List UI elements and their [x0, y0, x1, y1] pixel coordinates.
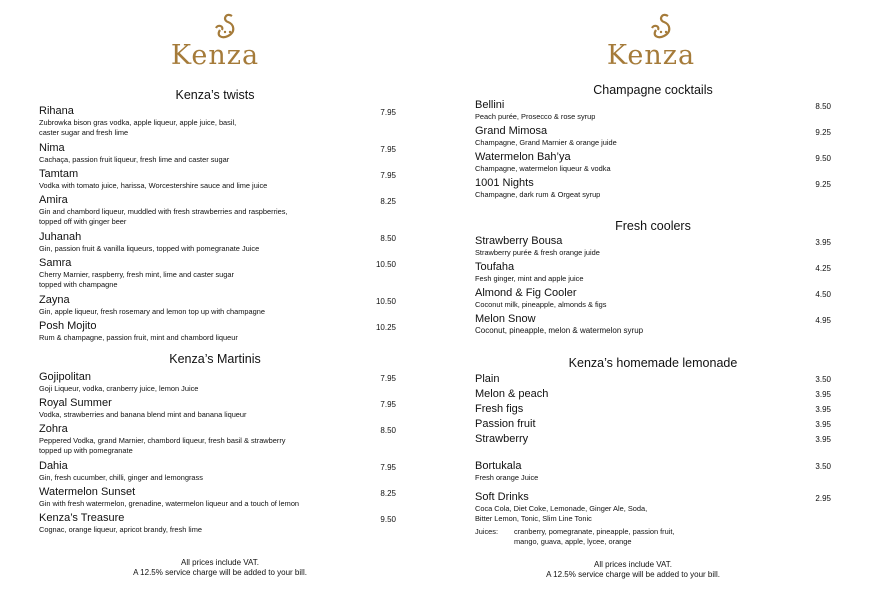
menu-item — [475, 261, 583, 284]
item-price: 4.25 — [815, 264, 831, 273]
menu-item — [475, 460, 538, 483]
item-price: 9.25 — [815, 128, 831, 137]
menu-item — [475, 177, 600, 200]
item-price: 9.25 — [815, 180, 831, 189]
item-desc: Goji Liqueur, vodka, cranberry juice, lemon Juice — [39, 384, 199, 393]
item-name: Grand Mimosa — [475, 125, 548, 137]
section-title-coolers: Fresh coolers — [615, 219, 691, 233]
footer-line: All prices include VAT. — [594, 560, 672, 569]
item-desc: Zubrowka bison gras vodka, apple liqueur, apple juice, basil, — [39, 118, 237, 127]
menu-item — [39, 105, 236, 138]
item-name: Fresh figs — [475, 403, 524, 415]
item-desc: topped up with pomegranate — [39, 446, 133, 455]
item-desc: topped off with ginger beer — [39, 217, 127, 226]
menu-item — [39, 257, 234, 290]
item-name: Bellini — [475, 99, 505, 111]
item-price: 10.50 — [375, 260, 396, 269]
menu-item — [475, 287, 606, 310]
item-price: 4.95 — [815, 316, 831, 325]
kenza-logo-text: Kenza — [606, 40, 696, 71]
menu-item — [39, 486, 299, 509]
section-title-champagne: Champagne cocktails — [593, 83, 713, 97]
menu-item — [39, 142, 229, 165]
menu-item — [475, 313, 643, 336]
menu-item — [475, 418, 536, 431]
item-price: 3.95 — [815, 390, 831, 399]
item-price: 3.95 — [815, 420, 831, 429]
item-desc: Fresh orange Juice — [475, 473, 539, 482]
item-price: 3.95 — [815, 405, 831, 414]
juices-list — [475, 527, 735, 547]
section-title-twists: Kenza’s twists — [175, 88, 255, 102]
item-name: Nima — [39, 142, 65, 154]
item-name: Soft Drinks — [475, 491, 529, 503]
menu-item — [39, 397, 247, 420]
kenza-emblem-icon — [606, 10, 696, 44]
item-price: 8.50 — [380, 426, 396, 435]
item-name: Posh Mojito — [39, 320, 97, 332]
section-title-martinis: Kenza’s Martinis — [169, 352, 261, 366]
menu-item — [39, 423, 285, 456]
item-desc: topped with champagne — [39, 280, 118, 289]
menu-item — [39, 231, 259, 254]
item-name: Tamtam — [39, 168, 79, 180]
item-desc: Cherry Marnier, raspberry, fresh mint, lime and caster sugar — [39, 270, 234, 279]
item-name: Amira — [39, 194, 68, 206]
item-price: 8.50 — [815, 102, 831, 111]
item-name: Bortukala — [475, 460, 522, 472]
item-name: Passion fruit — [475, 418, 536, 430]
item-price: 7.95 — [380, 374, 396, 383]
item-price: 7.95 — [380, 400, 396, 409]
item-price: 8.25 — [380, 197, 396, 206]
item-price: 7.95 — [380, 145, 396, 154]
menu-item — [475, 403, 523, 416]
item-price: 7.95 — [380, 171, 396, 180]
item-desc: Gin, passion fruit & vanilla liqueurs, topped with pomegranate Juice — [39, 244, 260, 253]
item-name: Strawberry — [475, 433, 529, 445]
item-desc: Cognac, orange liqueur, apricot brandy, fresh lime — [39, 525, 202, 534]
item-desc: Cachaça, passion fruit liqueur, fresh lime and caster sugar — [39, 155, 230, 164]
item-desc: Fesh ginger, mint and apple juice — [475, 274, 584, 283]
item-desc: Gin and chambord liqueur, muddled with fresh strawberries and raspberries, — [39, 207, 288, 216]
footer-note — [523, 560, 743, 580]
item-price: 4.50 — [815, 290, 831, 299]
item-price: 7.95 — [380, 108, 396, 117]
menu-item — [475, 491, 647, 524]
item-name: Almond & Fig Cooler — [475, 287, 577, 299]
item-price: 3.50 — [815, 462, 831, 471]
section-title-lemonade: Kenza’s homemade lemonade — [568, 356, 738, 370]
menu-item — [39, 320, 238, 343]
footer-note — [110, 558, 330, 578]
item-desc: Gin, fresh cucumber, chilli, ginger and lemongrass — [39, 473, 203, 482]
item-price: 8.50 — [380, 234, 396, 243]
menu-item — [39, 512, 202, 535]
item-desc: Gin, apple liqueur, fresh rosemary and lemon top up with champagne — [39, 307, 265, 316]
item-desc: Strawberry purée & fresh orange juide — [475, 248, 600, 257]
item-desc: Champagne, watermelon liqueur & vodka — [475, 164, 611, 173]
item-name: Melon & peach — [475, 388, 549, 400]
item-price: 3.95 — [815, 238, 831, 247]
item-name: Melon Snow — [475, 313, 536, 325]
item-desc: Coconut milk, pineapple, almonds & figs — [475, 300, 607, 309]
item-desc: Vodka with tomato juice, harissa, Worcestershire sauce and lime juice — [39, 181, 268, 190]
item-desc: Champagne, Grand Marnier & orange juide — [475, 138, 617, 147]
item-desc: Peppered Vodka, grand Marnier, chambord liqueur, fresh basil & strawberry — [39, 436, 286, 445]
item-desc: Coconut, pineapple, melon & watermelon syrup — [475, 326, 644, 335]
item-desc: Coca Cola, Diet Coke, Lemonade, Ginger Ale, Soda, — [475, 504, 648, 513]
menu-item — [39, 194, 288, 227]
juices-label: Juices: — [475, 527, 499, 536]
item-price: 2.95 — [815, 494, 831, 503]
item-name: Zohra — [39, 423, 68, 435]
item-price: 3.50 — [815, 375, 831, 384]
item-price: 10.25 — [375, 323, 396, 332]
menu-item — [475, 388, 548, 401]
item-name: Toufaha — [475, 261, 515, 273]
item-desc: caster sugar and fresh lime — [39, 128, 129, 137]
item-name: Strawberry Bousa — [475, 235, 563, 247]
item-name: 1001 Nights — [475, 177, 534, 189]
menu-item — [475, 235, 600, 258]
item-price: 9.50 — [815, 154, 831, 163]
item-desc: Vodka, strawberries and banana blend mint and banana liqueur — [39, 410, 247, 419]
kenza-logo — [170, 10, 260, 70]
item-name: Dahia — [39, 460, 68, 472]
item-name: Juhanah — [39, 231, 82, 243]
item-price: 3.95 — [815, 435, 831, 444]
item-name: Watermelon Sunset — [39, 486, 136, 498]
kenza-logo-text: Kenza — [170, 40, 260, 71]
footer-line: A 12.5% service charge will be added to your bill. — [546, 570, 720, 579]
juices-line: mango, guava, apple, lycee, orange — [514, 537, 632, 546]
item-name: Watermelon Bah’ya — [475, 151, 571, 163]
item-name: Zayna — [39, 294, 70, 306]
item-name: Royal Summer — [39, 397, 112, 409]
item-name: Samra — [39, 257, 72, 269]
footer-line: A 12.5% service charge will be added to your bill. — [133, 568, 307, 577]
menu-item — [475, 373, 499, 386]
menu-item — [475, 99, 595, 122]
item-price: 8.25 — [380, 489, 396, 498]
menu-item — [39, 168, 267, 191]
item-desc: Peach purée, Prosecco & rose syrup — [475, 112, 596, 121]
item-desc: Bitter Lemon, Tonic, Slim Line Tonic — [475, 514, 592, 523]
item-name: Gojipolitan — [39, 371, 91, 383]
menu-item — [39, 294, 265, 317]
menu-item — [475, 433, 528, 446]
item-price: 10.50 — [375, 297, 396, 306]
menu-item — [39, 371, 198, 394]
item-desc: Rum & champagne, passion fruit, mint and chambord liqueur — [39, 333, 238, 342]
item-name: Rihana — [39, 105, 74, 117]
item-desc: Gin with fresh watermelon, grenadine, watermelon liqueur and a touch of lemon — [39, 499, 300, 508]
item-price: 9.50 — [380, 515, 396, 524]
item-name: Plain — [475, 373, 500, 385]
kenza-logo — [606, 10, 696, 70]
juices-line: cranberry, pomegranate, pineapple, passion fruit, — [514, 527, 675, 536]
menu-item — [39, 460, 203, 483]
menu-item — [475, 151, 611, 174]
item-name: Kenza’s Treasure — [39, 512, 125, 524]
footer-line: All prices include VAT. — [181, 558, 259, 567]
menu-item — [475, 125, 617, 148]
item-desc: Champagne, dark rum & Orgeat syrup — [475, 190, 601, 199]
item-price: 7.95 — [380, 463, 396, 472]
kenza-emblem-icon — [170, 10, 260, 44]
